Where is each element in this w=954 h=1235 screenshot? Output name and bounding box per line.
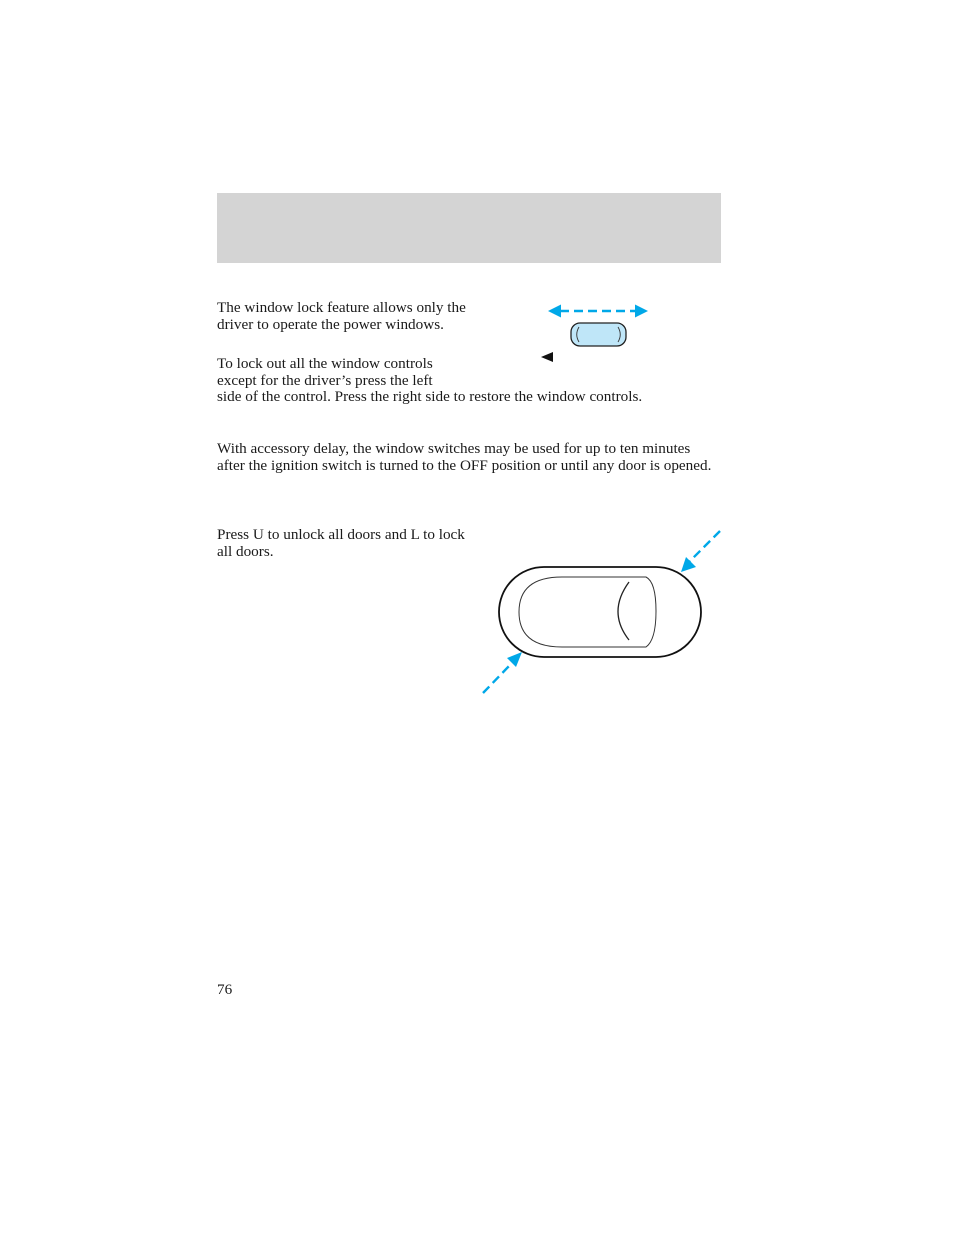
accessory-delay-paragraph: With accessory delay, the window switches may be used for up to ten minutes after the ignition switch is turned to the OFF position or until any door is opened. — [217, 440, 712, 474]
lower-leader-arrow-icon — [507, 652, 522, 667]
arrow-head-right-icon — [635, 305, 648, 318]
left-triangle-indicator-icon — [541, 352, 553, 362]
door-lock-switch-housing — [499, 567, 701, 657]
power-door-lock-switch-figure — [474, 524, 728, 700]
lower-leader-line — [483, 664, 511, 693]
door-locks-paragraph: Press U to unlock all doors and L to lock all doors. — [217, 526, 465, 560]
upper-leader-line — [690, 531, 720, 561]
window-lock-line-3: side of the control. Press the right side to restore the window controls. — [217, 388, 643, 405]
window-lock-intro: The window lock feature allows only the driver to operate the power windows. — [217, 299, 466, 333]
window-lock-switch-button — [571, 323, 626, 346]
window-lock-line-2: except for the driver’s press the left — [217, 371, 433, 389]
window-lock-line-1: To lock out all the window controls — [217, 355, 433, 372]
window-lock-switch-figure — [540, 296, 655, 368]
arrow-head-left-icon — [548, 305, 561, 318]
upper-leader-arrow-icon — [681, 557, 696, 572]
section-header-bar — [217, 193, 721, 263]
page-number: 76 — [217, 981, 233, 998]
